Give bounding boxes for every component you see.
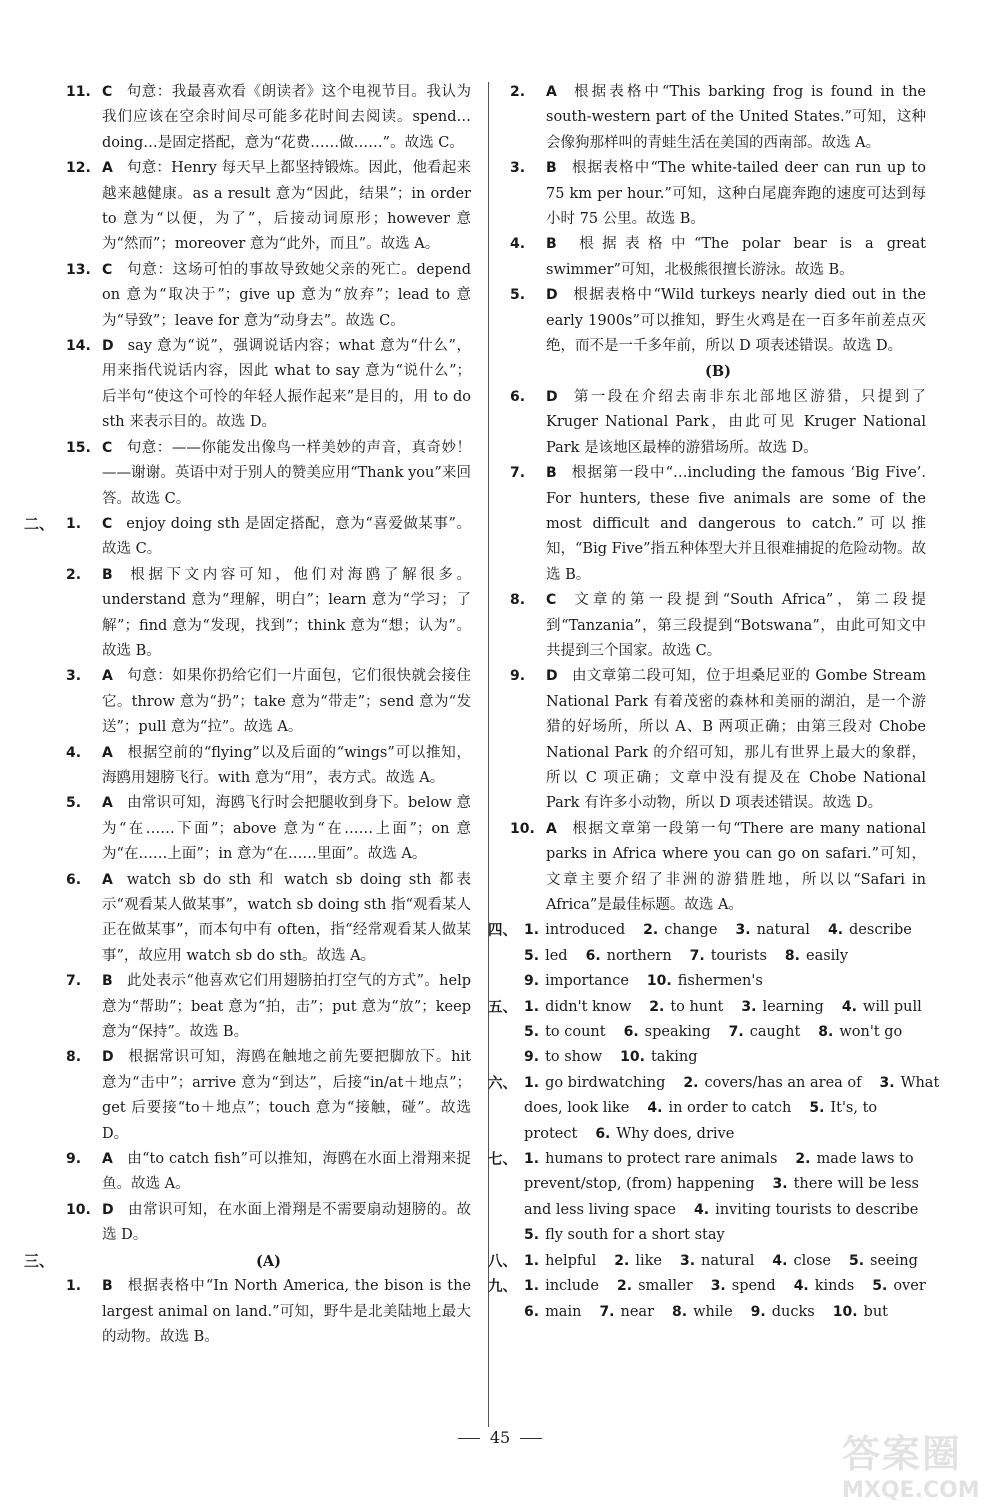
item-text: will pull xyxy=(862,998,922,1015)
answer-entry xyxy=(510,156,926,232)
section-three-header xyxy=(24,1249,471,1274)
answer-entry xyxy=(24,512,471,563)
item-number: 10. xyxy=(646,973,672,990)
explanation-text: watch sb do sth 和 watch sb doing sth 都表示“观看某人做某事”，watch sb doing sth 指“观看某人正在做某事”，而本句中有 often，指“经常观看某人做某事”，故应用 watch sb do sth。故选 A。 xyxy=(102,871,471,964)
fill-in-section xyxy=(488,1249,926,1274)
fill-answer xyxy=(524,1278,599,1294)
item-number: 8. xyxy=(818,1024,834,1041)
explanation-text: 根据第一段中“…including the famous ‘Big Five’. For hunters, these five animals are some of the most difficult and dangerous to catch.”可以推知，“Big Five”指五种体型大并且很难捕捉的危险动物。故选 B。 xyxy=(546,465,926,583)
right-column xyxy=(488,80,940,1325)
explanation-text: 根据常识可知，海鸥在触地之前先要把脚放下。hit 意为“击中”；arrive 意为“到达”，后接“in/at＋地点”；get 后要接“to＋地点”；touch 意为“接触，碰”。故选 D。 xyxy=(102,1049,471,1142)
fill-answer xyxy=(828,922,912,938)
explanation-text: 句意：我最喜欢看《朗读者》这个电视节目。我认为我们应该在空余时间尽可能多花时间去阅读。spend…doing…是固定搭配，意为“花费……做……”。故选 C。 xyxy=(102,84,471,151)
explanation-text: 根据下文内容可知，他们对海鸥了解很多。understand 意为“理解，明白”；learn 意为“学习；了解”；find 意为“发现，找到”；think 意为“想；认为”。故选 B。 xyxy=(102,566,471,659)
item-text: easily xyxy=(805,947,849,964)
answer-entry xyxy=(66,436,471,512)
item-number: 2. xyxy=(614,1252,630,1269)
question-number: 9. xyxy=(510,668,526,685)
fill-answer xyxy=(524,948,568,964)
answer-entry xyxy=(510,461,926,588)
item-text: to hunt xyxy=(670,998,724,1015)
item-number: 4. xyxy=(841,998,857,1015)
fill-answer xyxy=(524,1049,602,1065)
item-text: inviting tourists to describe xyxy=(715,1201,919,1218)
question-number: 7. xyxy=(66,973,82,990)
fill-line xyxy=(524,969,926,994)
question-number: 5. xyxy=(66,795,82,812)
fill-answer xyxy=(736,922,810,938)
item-number: 3. xyxy=(679,1252,696,1269)
question-number: 9. xyxy=(66,1151,82,1168)
fill-answer xyxy=(772,1253,831,1269)
answer-letter: B xyxy=(102,566,113,583)
section-label: 七、 xyxy=(488,1151,517,1169)
item-text: smaller xyxy=(638,1278,693,1295)
item-text: and less living space xyxy=(524,1201,676,1218)
answer-letter: B xyxy=(546,160,557,177)
explanation-text: 根据表格中“The white-tailed deer can run up to 75 km per hour.”可知，这种白尾鹿奔跑的速度可达到每小时 75 公里。故选 B。 xyxy=(546,160,926,228)
item-number: 4. xyxy=(772,1252,788,1269)
answer-letter: B xyxy=(102,973,113,990)
question-number: 12. xyxy=(66,160,91,177)
fill-line xyxy=(524,1249,926,1274)
item-text: main xyxy=(545,1303,582,1320)
item-text: What xyxy=(900,1074,940,1091)
footer-dash-left xyxy=(458,1438,480,1439)
fill-answer xyxy=(683,1075,861,1091)
item-number: 2. xyxy=(795,1151,811,1168)
item-number: 3. xyxy=(741,998,757,1015)
explanation-text: 根据表格中“The polar bear is a great swimmer”可知，北极熊很擅长游泳。故选 B。 xyxy=(546,236,926,278)
fill-answer xyxy=(524,1304,581,1320)
answer-letter: A xyxy=(102,668,113,685)
item-text: kinds xyxy=(814,1278,855,1295)
item-text: didn't know xyxy=(545,998,632,1015)
fill-answer xyxy=(524,1126,577,1142)
item-number: 10. xyxy=(832,1303,858,1320)
answer-entry xyxy=(66,741,471,792)
answer-letter: A xyxy=(102,744,113,761)
item-number: 9. xyxy=(524,1049,540,1066)
answer-letter: B xyxy=(546,465,557,482)
fill-answer xyxy=(833,1304,888,1320)
fill-answer xyxy=(524,1253,596,1269)
answer-letter: B xyxy=(546,236,557,253)
fill-answer xyxy=(872,1278,926,1294)
question-number: 7. xyxy=(510,465,526,482)
answer-letter: A xyxy=(546,820,557,837)
fill-answer xyxy=(647,973,763,989)
answer-letter: D xyxy=(546,388,558,405)
part-b-heading: (B) xyxy=(705,363,731,381)
fill-line xyxy=(524,918,926,943)
question-number: 5. xyxy=(510,287,526,304)
explanation-text: 根据表格中“In North America, the bison is the largest animal on land.”可知，野牛是北美陆地上最大的动物。故选 B。 xyxy=(102,1278,471,1345)
answer-entry xyxy=(66,1045,471,1147)
item-text: but xyxy=(863,1303,888,1320)
item-text: go birdwatching xyxy=(545,1074,666,1091)
item-text: It's, to xyxy=(830,1100,878,1117)
item-text: tourists xyxy=(710,947,767,964)
answer-entry xyxy=(66,969,471,1045)
question-number: 2. xyxy=(510,84,526,100)
item-number: 5. xyxy=(524,1227,540,1244)
item-number: 4. xyxy=(793,1278,809,1295)
item-number: 5. xyxy=(524,947,540,964)
fill-answer xyxy=(624,1024,711,1040)
fill-answer xyxy=(711,1278,776,1294)
answer-letter: A xyxy=(102,795,113,812)
item-text: ducks xyxy=(771,1303,815,1320)
answer-entry xyxy=(510,80,926,156)
item-text: made laws to xyxy=(816,1151,914,1168)
explanation-text: 根据空前的“flying”以及后面的“wings”可以推知，海鸥用翅膀飞行。with 意为“用”，表方式。故选 A。 xyxy=(102,744,471,786)
answer-entry xyxy=(66,664,471,740)
fill-answer xyxy=(524,1176,755,1192)
item-text: importance xyxy=(545,973,629,990)
explanation-text: 句意：Henry 每天早上都坚持锻炼。因此，他看起来越来越健康。as a result 意为“因此，结果”；in order to 意为“以便，为了”，后接动词原形；however 意为“然而”；moreover 意为“此外，而且”。故选 A。 xyxy=(102,160,471,253)
item-text: seeing xyxy=(870,1252,918,1269)
answer-letter: D xyxy=(102,1201,114,1218)
fill-answer xyxy=(524,1100,629,1116)
answer-letter: C xyxy=(102,84,113,100)
question-number: 10. xyxy=(510,820,535,837)
answer-letter: C xyxy=(102,439,113,456)
answer-entry xyxy=(510,664,926,816)
item-number: 1. xyxy=(524,998,540,1015)
item-text: natural xyxy=(701,1252,755,1269)
fill-answer xyxy=(617,1278,693,1294)
fill-answer xyxy=(794,1278,855,1294)
fill-answer xyxy=(524,1202,676,1218)
item-text: include xyxy=(545,1278,599,1295)
item-number: 5. xyxy=(809,1100,825,1117)
page-number: 45 xyxy=(489,1428,511,1447)
item-number: 1. xyxy=(524,1252,540,1269)
fill-answer xyxy=(842,999,922,1015)
fill-in-section xyxy=(488,1274,926,1325)
fill-line xyxy=(524,1071,940,1096)
fill-in-section xyxy=(488,1147,926,1249)
item-text: to show xyxy=(545,1049,603,1066)
item-number: 9. xyxy=(750,1303,766,1320)
item-number: 5. xyxy=(524,1024,540,1041)
question-number: 4. xyxy=(66,744,82,761)
item-text: Why does, drive xyxy=(616,1125,735,1142)
item-text: protect xyxy=(524,1125,578,1142)
answer-entry xyxy=(510,232,926,283)
item-text: like xyxy=(635,1252,662,1269)
item-number: 7. xyxy=(728,1024,744,1041)
answer-letter: D xyxy=(102,1049,114,1066)
fill-answer xyxy=(880,1075,940,1091)
item-text: natural xyxy=(756,922,810,939)
fill-answer xyxy=(524,922,625,938)
fill-answer xyxy=(741,999,823,1015)
item-number: 4. xyxy=(827,922,844,939)
answer-entry xyxy=(66,1274,471,1350)
item-number: 9. xyxy=(524,973,540,990)
section-label: 二、 xyxy=(24,514,55,533)
item-text: in order to catch xyxy=(668,1100,792,1117)
answer-entry xyxy=(66,868,471,970)
watermark-top: 答案圈 xyxy=(842,1432,963,1476)
question-number: 3. xyxy=(510,160,526,177)
fill-answer xyxy=(690,948,767,964)
fill-in-section xyxy=(488,1071,940,1147)
explanation-text: say 意为“说”，强调说话内容；what 意为“什么”，用来指代说话内容，因此 what to say 意为“说什么”；后半句“使这个可怜的年轻人振作起来”是目的，用 to do sth 来表示目的。故选 D。 xyxy=(102,338,471,431)
answer-entry xyxy=(510,817,926,919)
item-text: describe xyxy=(849,922,912,939)
explanation-text: 由文章第二段可知，位于坦桑尼亚的 Gombe Stream National Park 有着茂密的森林和美丽的湖泊，是一个游猎的好场所，所以 A、B 两项正确；由第三段对 Chobe National Park 的介绍可知，那儿有世界上最大的象群，所以 C 项正确；文章中没有提及在 Chobe National Park 有许多小动物，所以 D 项表述错误。故选 D。 xyxy=(546,668,926,812)
fill-answer xyxy=(809,1100,877,1116)
section-label: 六、 xyxy=(488,1074,517,1092)
item-number: 8. xyxy=(784,947,800,964)
fill-line xyxy=(524,944,926,969)
item-number: 4. xyxy=(694,1201,710,1218)
item-text: caught xyxy=(749,1024,801,1041)
fill-line xyxy=(524,1172,926,1197)
item-text: near xyxy=(620,1303,654,1320)
item-number: 2. xyxy=(649,998,665,1015)
answer-letter: C xyxy=(546,592,557,609)
fill-line xyxy=(524,1223,926,1248)
answer-letter: C xyxy=(102,261,113,278)
question-number: 3. xyxy=(66,668,82,685)
question-number: 13. xyxy=(66,261,91,278)
section-label: 四、 xyxy=(488,922,517,940)
fill-in-section xyxy=(488,918,926,994)
answer-entry xyxy=(66,258,471,334)
fill-answer xyxy=(672,1304,733,1320)
item-text: while xyxy=(693,1303,733,1320)
answer-entry xyxy=(510,385,926,461)
item-number: 3. xyxy=(710,1278,726,1295)
explanation-text: 句意：如果你扔给它们一片面包，它们很快就会接住它。throw 意为“扔”；take 意为“带走”；send 意为“发送”；pull 意为“拉”。故选 A。 xyxy=(102,668,471,736)
question-number: 1. xyxy=(66,1278,82,1295)
item-text: close xyxy=(793,1252,831,1269)
fill-line xyxy=(524,1147,926,1172)
item-number: 1. xyxy=(524,1074,540,1091)
fill-answer xyxy=(849,1253,918,1269)
fill-line xyxy=(524,1020,926,1045)
answer-entry xyxy=(66,791,471,867)
answer-letter: D xyxy=(546,287,558,304)
item-text: fly south for a short stay xyxy=(545,1227,725,1244)
item-text: to count xyxy=(545,1024,606,1041)
item-text: speaking xyxy=(644,1024,711,1041)
item-number: 6. xyxy=(585,947,601,964)
answer-letter: A xyxy=(546,84,557,100)
item-text: northern xyxy=(606,947,672,964)
fill-answer xyxy=(785,948,848,964)
answer-entry xyxy=(66,563,471,665)
question-number: 1. xyxy=(66,515,82,532)
fill-answer xyxy=(620,1049,697,1065)
item-number: 1. xyxy=(524,1151,540,1168)
explanation-text: 根据表格中“Wild turkeys nearly died out in the early 1900s”可以推知，野生火鸡是在一百多年前差点灭绝，而不是一千多年前，所以 D 项表述错误。故选 D。 xyxy=(546,287,926,355)
explanation-text: 句意：这场可怕的事故导致她父亲的死亡。depend on 意为“取决于”；give up 意为“放弃”；lead to 意为“导致”；leave for 意为“动身去”。故选 C。 xyxy=(102,261,471,329)
item-number: 3. xyxy=(735,922,751,939)
question-number: 4. xyxy=(510,236,526,253)
answer-entry xyxy=(66,334,471,436)
item-number: 6. xyxy=(595,1125,611,1142)
answer-letter: D xyxy=(102,338,114,355)
item-number: 1. xyxy=(524,1278,540,1295)
fill-line xyxy=(524,1096,926,1121)
question-number: 8. xyxy=(66,1049,82,1066)
explanation-text: 由“to catch fish”可以推知，海鸥在水面上滑翔来捉鱼。故选 A。 xyxy=(102,1151,471,1193)
fill-line xyxy=(524,995,926,1020)
item-number: 8. xyxy=(672,1303,688,1320)
explanation-text: 句意：——你能发出像鸟一样美妙的声音，真奇妙！——谢谢。英语中对于别人的赞美应用“Thank you”来回答。故选 C。 xyxy=(102,439,471,507)
fill-line xyxy=(524,1274,926,1299)
explanation-text: 由常识可知，海鸥飞行时会把腿收到身下。below 意为“在……下面”；above 意为“在……上面”；on 意为“在……上面”；in 意为“在……里面”。故选 A。 xyxy=(102,795,471,863)
question-number: 2. xyxy=(66,566,82,583)
left-column xyxy=(24,80,471,1350)
fill-answer xyxy=(524,1075,665,1091)
fill-answer xyxy=(524,1227,725,1243)
fill-answer xyxy=(795,1151,913,1167)
item-text: humans to protect rare animals xyxy=(545,1151,778,1168)
item-number: 2. xyxy=(617,1278,633,1295)
answer-letter: A xyxy=(102,871,113,888)
answer-entry xyxy=(510,588,926,664)
fill-answer xyxy=(773,1176,919,1192)
fill-answer xyxy=(524,1151,777,1167)
question-number: 11. xyxy=(66,84,91,100)
fill-answer xyxy=(599,1304,654,1320)
answer-entry xyxy=(66,156,471,258)
item-number: 7. xyxy=(599,1303,615,1320)
fill-in-section xyxy=(488,995,926,1071)
answer-entry xyxy=(510,283,926,359)
item-number: 5. xyxy=(848,1252,865,1269)
answer-letter: A xyxy=(102,160,113,177)
section-label: 五、 xyxy=(488,998,517,1016)
fill-line xyxy=(524,1300,926,1325)
question-number: 10. xyxy=(66,1201,91,1218)
explanation-text: 文章的第一段提到“South Africa”，第二段提到“Tanzania”，第三段提到“Botswana”，由此可知文中共提到三个国家。故选 C。 xyxy=(546,592,926,659)
watermark-logo xyxy=(842,1423,992,1503)
fill-answer xyxy=(614,1253,662,1269)
fill-answer xyxy=(524,999,631,1015)
item-number: 10. xyxy=(620,1049,645,1066)
fill-answer xyxy=(680,1253,754,1269)
item-number: 2. xyxy=(643,922,659,939)
item-number: 6. xyxy=(623,1024,639,1041)
section-label: 九、 xyxy=(488,1278,517,1296)
explanation-text: 此处表示“他喜欢它们用翅膀拍打空气的方式”。help 意为“帮助”；beat 意为“拍，击”；put 意为“放”；keep 意为“保持”。故选 B。 xyxy=(102,973,471,1041)
watermark-bottom: MXQE.COM xyxy=(842,1478,980,1503)
section-label: 三、 xyxy=(24,1251,55,1270)
fill-answer xyxy=(649,999,723,1015)
item-text: helpful xyxy=(545,1252,597,1269)
item-text: does, look like xyxy=(524,1100,630,1117)
item-text: prevent/stop, (from) happening xyxy=(524,1176,755,1193)
answer-entry xyxy=(66,80,471,156)
footer-dash-right xyxy=(520,1438,542,1439)
item-number: 5. xyxy=(872,1278,888,1295)
item-text: there will be less xyxy=(793,1176,919,1193)
fill-line xyxy=(524,1122,926,1147)
fill-answer xyxy=(524,1024,606,1040)
explanation-text: enjoy doing sth 是固定搭配，意为“喜爱做某事”。故选 C。 xyxy=(102,515,471,558)
item-number: 3. xyxy=(772,1176,788,1193)
item-number: 4. xyxy=(647,1100,663,1117)
answer-entry xyxy=(66,1147,471,1198)
item-number: 2. xyxy=(683,1074,699,1091)
item-text: taking xyxy=(650,1049,698,1066)
answer-letter: C xyxy=(102,515,113,532)
question-number: 6. xyxy=(66,871,82,888)
question-number: 6. xyxy=(510,388,526,405)
explanation-text: 根据表格中“This barking frog is found in the south-western part of the United States.”可知，这种会像狗那样叫的青蛙生活在美国的西南部。故选 A。 xyxy=(546,84,926,151)
fill-line xyxy=(524,1045,926,1070)
fill-answer xyxy=(729,1024,801,1040)
column-divider xyxy=(488,82,489,1427)
fill-answer xyxy=(818,1024,902,1040)
item-number: 1. xyxy=(524,922,540,939)
item-text: spend xyxy=(731,1278,776,1295)
question-number: 14. xyxy=(66,338,91,355)
item-text: covers/has an area of xyxy=(704,1074,862,1091)
item-text: won't go xyxy=(839,1024,903,1041)
fill-answer xyxy=(694,1202,918,1218)
item-text: over xyxy=(893,1278,926,1295)
item-text: introduced xyxy=(545,922,626,939)
item-number: 6. xyxy=(524,1303,540,1320)
fill-answer xyxy=(524,973,629,989)
question-number: 8. xyxy=(510,592,526,609)
fill-answer xyxy=(751,1304,815,1320)
item-text: change xyxy=(664,922,718,939)
item-text: led xyxy=(545,947,568,964)
explanation-text: 根据文章第一段第一句“There are many national parks in Africa where you can go on safari.”可知，文章主要介绍了非洲的游猎胜地，所以以“Safari in Africa”是最佳标题。故选 A。 xyxy=(546,820,926,913)
question-number: 15. xyxy=(66,439,91,456)
item-number: 3. xyxy=(879,1074,895,1091)
part-a-heading: (A) xyxy=(256,1252,281,1270)
fill-answer xyxy=(586,948,672,964)
fill-answer xyxy=(647,1100,791,1116)
item-number: 7. xyxy=(689,947,705,964)
fill-answer xyxy=(595,1126,734,1142)
answer-letter: B xyxy=(102,1278,113,1295)
item-text: learning xyxy=(762,998,824,1015)
explanation-text: 由常识可知，在水面上滑翔是不需要扇动翅膀的。故选 D。 xyxy=(102,1201,471,1244)
fill-line xyxy=(524,1198,926,1223)
explanation-text: 第一段在介绍去南非东北部地区游猎，只提到了 Kruger National Park，由此可见 Kruger National Park 是该地区最棒的游猎场所。故选 D。 xyxy=(546,388,926,456)
answer-letter: A xyxy=(102,1151,113,1168)
answer-letter: D xyxy=(546,668,558,685)
item-text: fishermen's xyxy=(677,973,763,990)
answer-entry xyxy=(66,1198,471,1249)
section-label: 八、 xyxy=(488,1252,517,1270)
fill-answer xyxy=(643,922,717,938)
